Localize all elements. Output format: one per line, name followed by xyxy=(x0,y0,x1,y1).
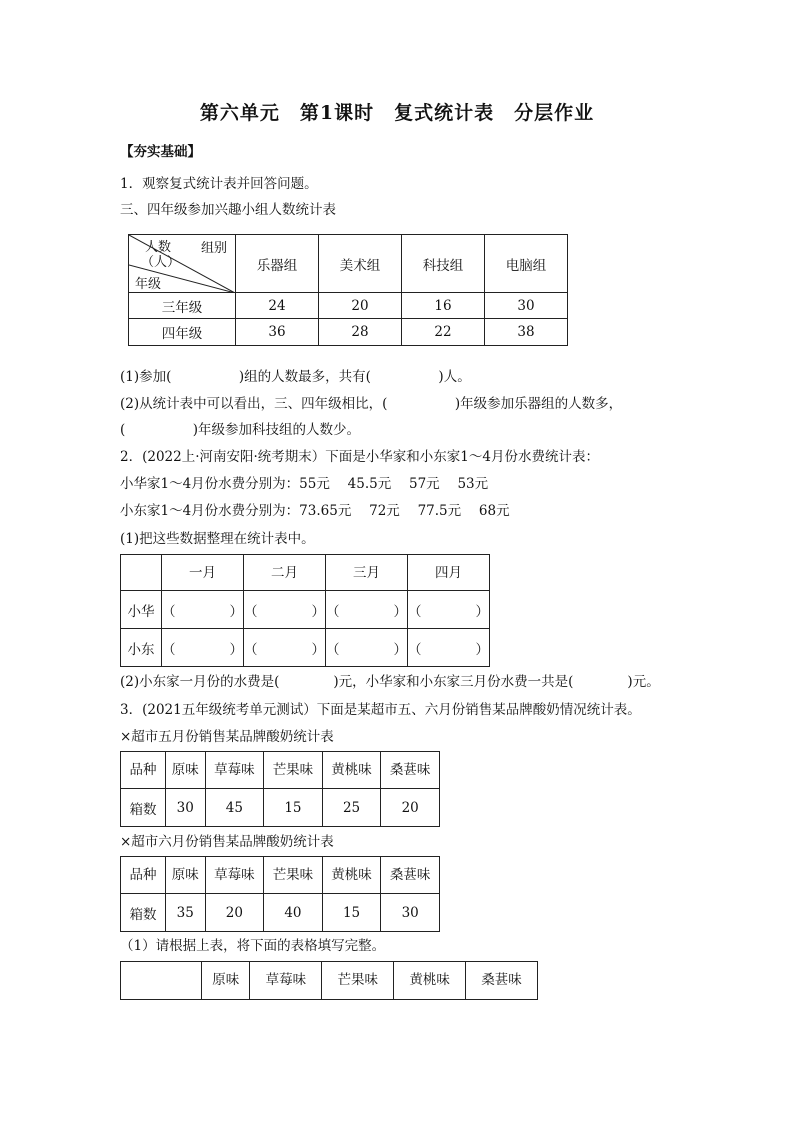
answer-blank[interactable]: （ ） xyxy=(408,591,490,629)
table-row xyxy=(129,319,568,346)
table-cell: 15 xyxy=(264,789,323,827)
q1-table xyxy=(128,234,568,346)
flavor-header: 桑葚味 xyxy=(381,752,440,789)
page-title: 第六单元 第1课时 复式统计表 分层作业 xyxy=(199,102,595,124)
table-cell: 30 xyxy=(166,789,206,827)
column-header: 科技组 xyxy=(402,235,485,293)
q1-diagonal-header xyxy=(129,235,236,293)
header-count-label: 人数 xyxy=(145,240,172,255)
q3-stem: 3．(2021五年级统考单元测试）下面是某超市五、六月份销售某品牌酸奶情况统计表。 xyxy=(120,702,641,718)
flavor-header: 草莓味 xyxy=(250,962,322,1000)
table-row xyxy=(121,591,490,629)
q2-stem: 2．(2022上·河南安阳·统考期末）下面是小华家和小东家1～4月份水费统计表： xyxy=(120,449,599,465)
header-label: 品种 xyxy=(121,752,166,789)
flavor-header: 芒果味 xyxy=(264,752,323,789)
q3-may-title: ×超市五月份销售某品牌酸奶统计表 xyxy=(120,729,334,745)
corner-cell xyxy=(121,555,162,591)
q3-may-table xyxy=(120,751,440,827)
flavor-header: 草莓味 xyxy=(205,857,264,894)
flavor-header: 芒果味 xyxy=(264,857,323,894)
flavor-header: 原味 xyxy=(202,962,250,1000)
q2-line2: 小东家1～4月份水费分别为：73.65元 72元 77.5元 68元 xyxy=(120,503,510,519)
answer-blank[interactable]: （ ） xyxy=(162,629,244,667)
table-cell: 20 xyxy=(319,293,402,319)
q1-stem: 1．观察复式统计表并回答问题。 xyxy=(120,176,318,192)
row-label: 小东 xyxy=(121,629,162,667)
column-header: 四月 xyxy=(408,555,490,591)
q2-line1: 小华家1～4月份水费分别为：55元 45.5元 57元 53元 xyxy=(120,476,489,492)
table-cell: 16 xyxy=(402,293,485,319)
q3-june-title: ×超市六月份销售某品牌酸奶统计表 xyxy=(120,834,334,850)
column-header: 二月 xyxy=(244,555,326,591)
table-cell: 25 xyxy=(322,789,381,827)
table-cell: 28 xyxy=(319,319,402,346)
answer-blank[interactable]: （ ） xyxy=(326,591,408,629)
table-cell: 22 xyxy=(402,319,485,346)
table-cell: 20 xyxy=(205,894,264,932)
row-label: 小华 xyxy=(121,591,162,629)
answer-blank[interactable]: （ ） xyxy=(244,591,326,629)
flavor-header: 黄桃味 xyxy=(322,857,381,894)
column-header: 三月 xyxy=(326,555,408,591)
flavor-header: 芒果味 xyxy=(322,962,394,1000)
row-label: 箱数 xyxy=(121,789,166,827)
q1-sub2a: (2)从统计表中可以看出，三、四年级相比，( )年级参加乐器组的人数多， xyxy=(120,396,623,412)
flavor-header: 黄桃味 xyxy=(322,752,381,789)
row-label: 箱数 xyxy=(121,894,166,932)
answer-blank[interactable]: （ ） xyxy=(244,629,326,667)
column-header: 一月 xyxy=(162,555,244,591)
flavor-header: 草莓味 xyxy=(205,752,264,789)
table-row xyxy=(121,894,440,932)
table-cell: 36 xyxy=(236,319,319,346)
q2-sub1: (1)把这些数据整理在统计表中。 xyxy=(120,531,315,547)
table-cell: 45 xyxy=(205,789,264,827)
table-cell: 40 xyxy=(264,894,323,932)
table-row xyxy=(129,293,568,319)
q1-sub1: (1)参加( )组的人数最多，共有( )人。 xyxy=(120,369,471,385)
flavor-header: 原味 xyxy=(166,857,206,894)
answer-blank[interactable]: （ ） xyxy=(326,629,408,667)
q3-june-table xyxy=(120,856,440,932)
flavor-header: 桑葚味 xyxy=(466,962,538,1000)
header-group-label: 组别 xyxy=(201,241,228,256)
q1-sub2b: ( )年级参加科技组的人数少。 xyxy=(120,422,361,438)
q1-table-title: 三、四年级参加兴趣小组人数统计表 xyxy=(120,202,336,218)
q3-fill-table xyxy=(120,961,538,1000)
section-heading: 【夯实基础】 xyxy=(120,144,201,160)
q2-table xyxy=(120,554,490,667)
table-cell: 20 xyxy=(381,789,440,827)
flavor-header: 原味 xyxy=(166,752,206,789)
row-label: 三年级 xyxy=(129,293,236,319)
flavor-header: 黄桃味 xyxy=(394,962,466,1000)
answer-blank[interactable]: （ ） xyxy=(162,591,244,629)
table-cell: 38 xyxy=(485,319,568,346)
table-cell: 35 xyxy=(166,894,206,932)
row-label: 四年级 xyxy=(129,319,236,346)
flavor-header: 桑葚味 xyxy=(381,857,440,894)
table-cell: 30 xyxy=(485,293,568,319)
table-cell: 24 xyxy=(236,293,319,319)
table-row xyxy=(121,789,440,827)
answer-blank[interactable]: （ ） xyxy=(408,629,490,667)
column-header: 美术组 xyxy=(319,235,402,293)
table-row xyxy=(121,629,490,667)
header-unit-label: （人） xyxy=(141,255,181,270)
column-header: 乐器组 xyxy=(236,235,319,293)
header-label: 品种 xyxy=(121,857,166,894)
table-cell: 15 xyxy=(322,894,381,932)
column-header: 电脑组 xyxy=(485,235,568,293)
corner-cell[interactable] xyxy=(121,962,202,1000)
q2-sub2: (2)小东家一月份的水费是( )元，小华家和小东家三月份水费一共是( )元。 xyxy=(120,674,660,690)
table-cell: 30 xyxy=(381,894,440,932)
q3-sub1: （1）请根据上表，将下面的表格填写完整。 xyxy=(120,938,386,954)
header-grade-label: 年级 xyxy=(135,277,162,292)
